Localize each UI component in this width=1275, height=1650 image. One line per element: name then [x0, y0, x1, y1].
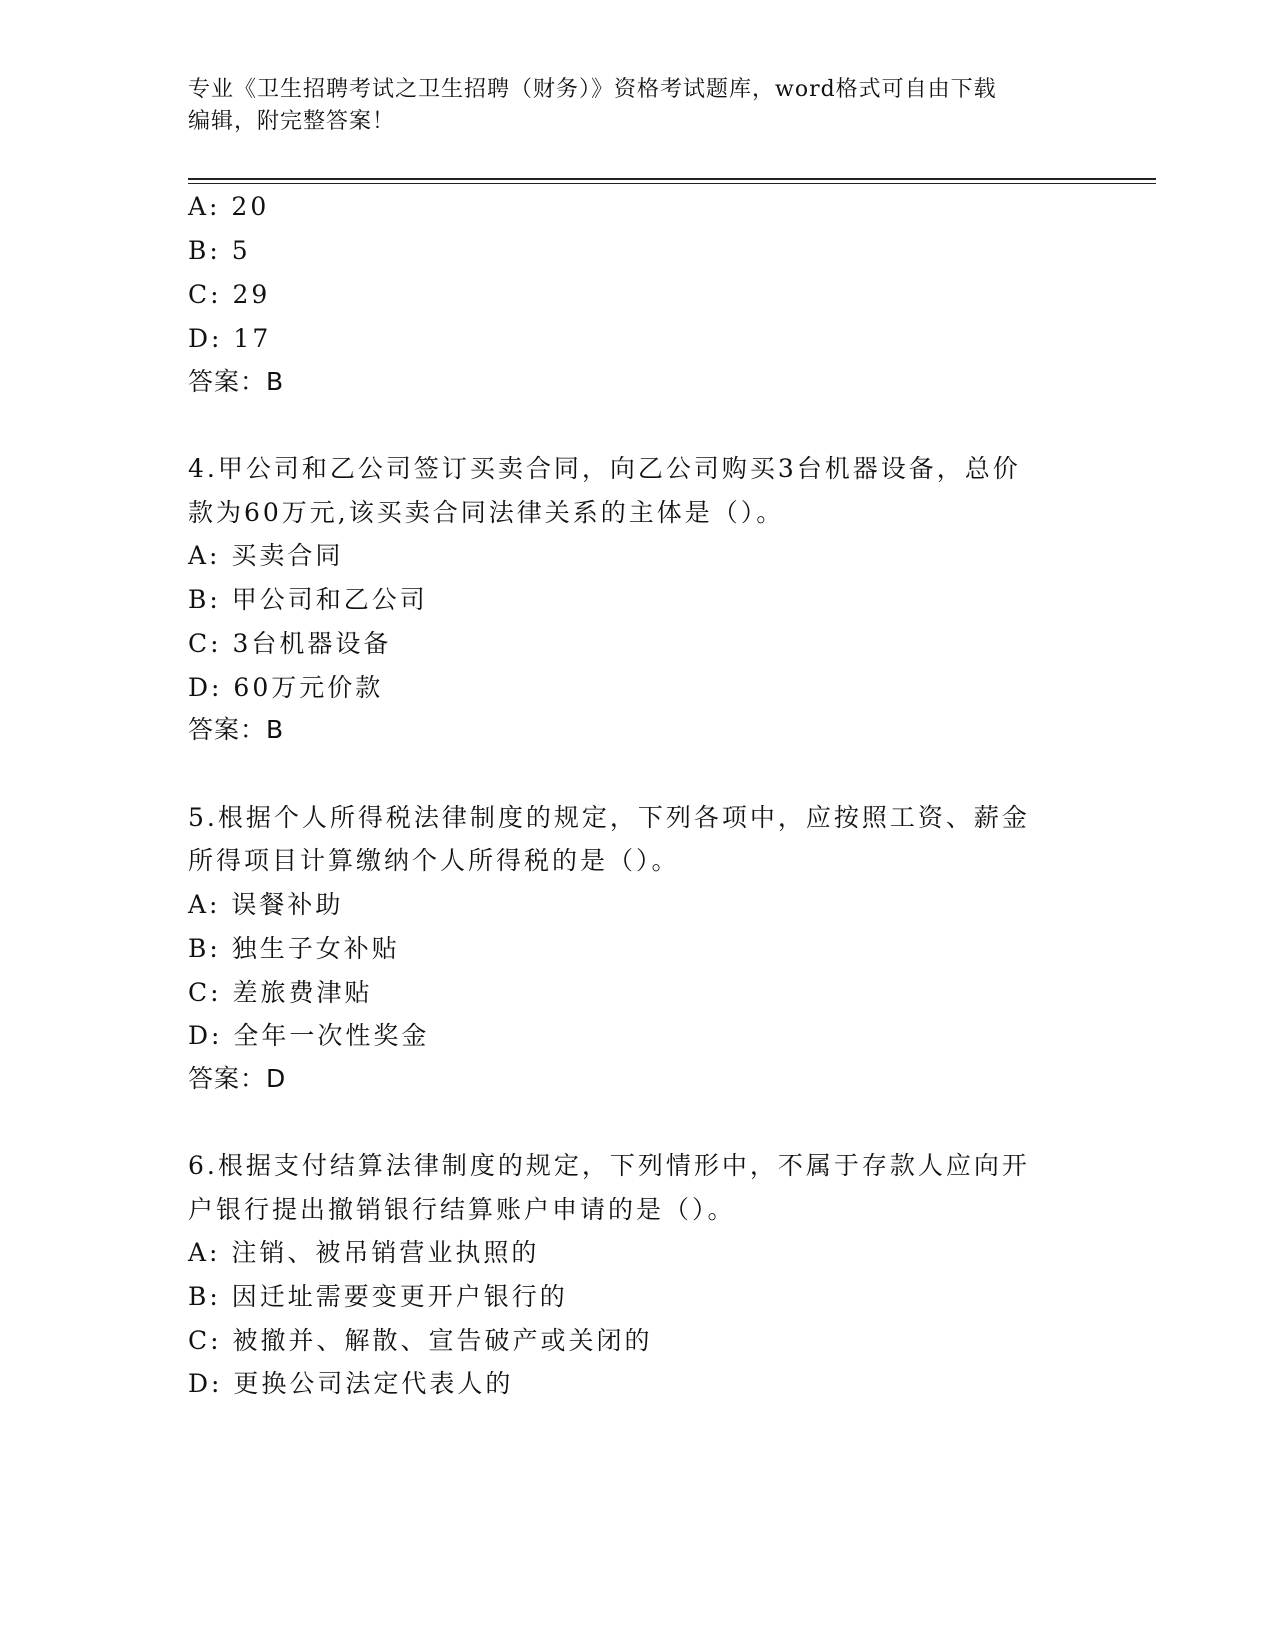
q3-answer: 答案：B: [188, 367, 285, 396]
q4-option-a: A: 买卖合同: [188, 541, 344, 570]
q3-option-d: D: 17: [188, 324, 272, 353]
q3-option-b: B: 5: [188, 236, 251, 265]
q5-answer: 答案：D: [188, 1064, 287, 1093]
q4-stem-line-1: 4.甲公司和乙公司签订买卖合同，向乙公司购买3台机器设备，总价: [188, 454, 1021, 483]
q5-option-b: B: 独生子女补贴: [188, 934, 400, 963]
document-header: [188, 74, 1088, 138]
q3-option-a: A: 20: [188, 192, 270, 221]
q6-option-b: B: 因迁址需要变更开户银行的: [188, 1282, 568, 1311]
q4-option-d: D: 60万元价款: [188, 673, 384, 702]
q6-stem-line-1: 6.根据支付结算法律制度的规定，下列情形中，不属于存款人应向开: [188, 1151, 1030, 1180]
header-line-2: 编辑，附完整答案！: [188, 109, 396, 134]
q6-option-d: D: 更换公司法定代表人的: [188, 1369, 514, 1398]
q4-option-b: B: 甲公司和乙公司: [188, 585, 428, 614]
q6-stem-line-2: 户银行提出撤销银行结算账户申请的是（）。: [188, 1195, 736, 1224]
q4-stem-line-2: 款为60万元,该买卖合同法律关系的主体是（）。: [188, 498, 785, 527]
header-line-1: 专业《卫生招聘考试之卫生招聘（财务）》资格考试题库，word格式可自由下载: [188, 77, 997, 102]
q5-stem-line-2: 所得项目计算缴纳个人所得税的是（）。: [188, 846, 680, 875]
q5-stem-line-1: 5.根据个人所得税法律制度的规定，下列各项中，应按照工资、薪金: [188, 803, 1030, 832]
q4-option-c: C: 3台机器设备: [188, 629, 392, 658]
q5-option-c: C: 差旅费津贴: [188, 978, 373, 1007]
q4-answer: 答案：B: [188, 715, 285, 744]
header-divider-thick: [188, 178, 1156, 180]
header-divider-thin: [188, 183, 1156, 184]
q5-option-a: A: 误餐补助: [188, 890, 344, 919]
q6-option-a: A: 注销、被吊销营业执照的: [188, 1238, 540, 1267]
q6-option-c: C: 被撤并、解散、宣告破产或关闭的: [188, 1326, 653, 1355]
q3-option-c: C: 29: [188, 280, 271, 309]
q5-option-d: D: 全年一次性奖金: [188, 1021, 430, 1050]
